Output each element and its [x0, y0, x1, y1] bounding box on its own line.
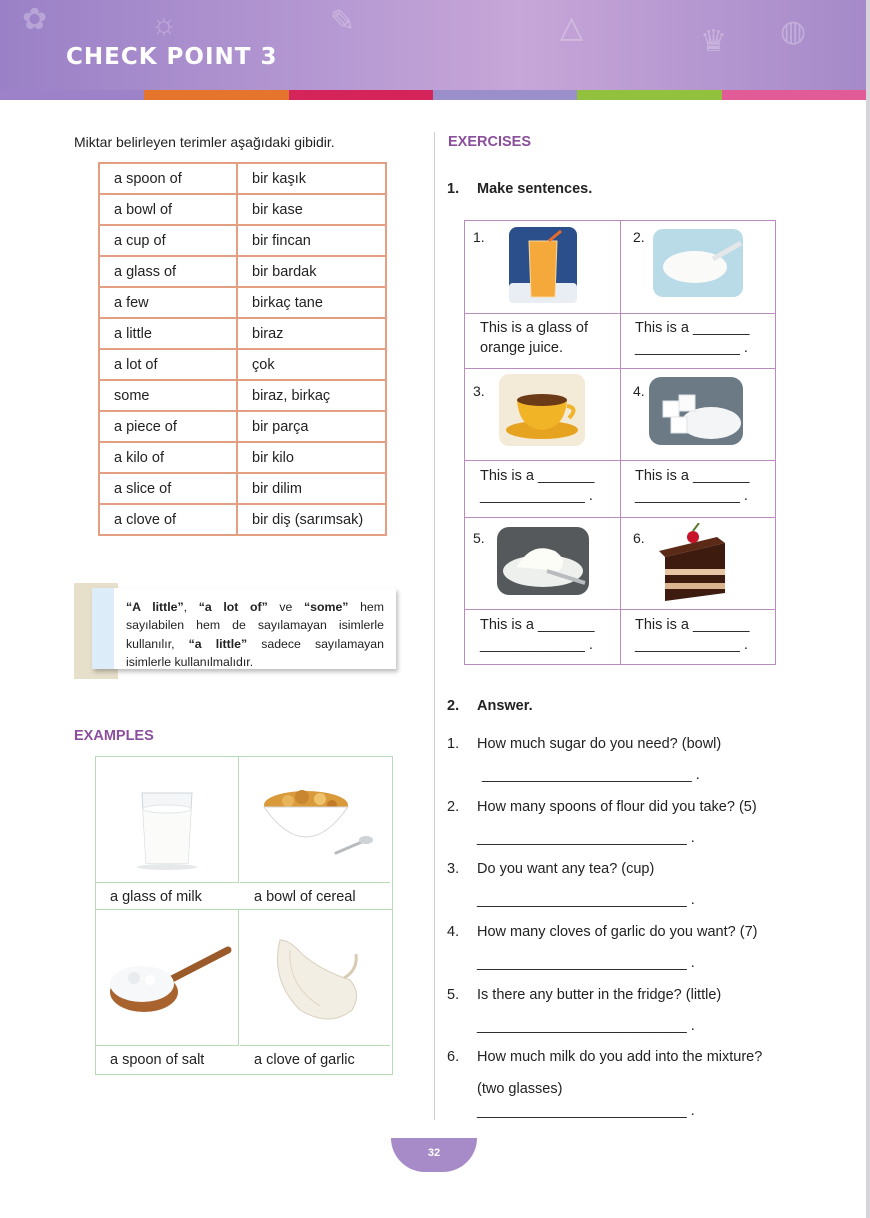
- answer-blank[interactable]: __________________________ .: [482, 767, 700, 783]
- question-number: 5.: [447, 987, 460, 1003]
- cake-slice-image: [655, 523, 737, 603]
- term-english: some: [99, 380, 237, 411]
- sentence-line[interactable]: _____________ .: [635, 340, 748, 356]
- sentence-line: This is a glass of: [480, 320, 588, 336]
- sentence-grid: [464, 220, 776, 665]
- cell-number: 4.: [633, 383, 645, 399]
- term-turkish: birkaç tane: [237, 287, 386, 318]
- sentence-line: orange juice.: [480, 340, 564, 356]
- quantity-terms-table: [98, 162, 387, 536]
- examples-grid: [95, 756, 393, 1075]
- doodle-icon: ♛: [700, 25, 727, 58]
- cell-number: 3.: [473, 383, 485, 399]
- stripe: [577, 90, 721, 100]
- term-row: [99, 225, 386, 256]
- doodle-icon: ☼: [150, 8, 178, 41]
- exercises-heading: EXERCISES: [448, 134, 531, 150]
- sentence-line[interactable]: _____________ .: [635, 637, 748, 653]
- sentence-line[interactable]: This is a _______: [635, 468, 750, 484]
- example-caption: a clove of garlic: [254, 1052, 355, 1068]
- term-turkish: çok: [237, 349, 386, 380]
- tea-cup-image: [499, 374, 585, 446]
- question-text: Is there any butter in the fridge? (little): [477, 987, 722, 1003]
- term-english: a little: [99, 318, 237, 349]
- term-turkish: bir kase: [237, 194, 386, 225]
- term-row: [99, 256, 386, 287]
- sentence-line[interactable]: This is a _______: [635, 320, 750, 336]
- example-cell: [240, 910, 384, 1074]
- question-text: How much sugar do you need? (bowl): [477, 736, 722, 752]
- page-edge: [866, 0, 870, 1218]
- page-title: CHECK POINT 3: [66, 44, 278, 70]
- sentence-line[interactable]: _____________ .: [480, 637, 593, 653]
- term-row: [99, 194, 386, 225]
- term-row: [99, 504, 386, 535]
- question-text: How many spoons of flour did you take? (5): [477, 799, 757, 815]
- term-english: a few: [99, 287, 237, 318]
- term-english: a cup of: [99, 225, 237, 256]
- doodle-icon: ◍: [780, 15, 807, 48]
- cereal-bowl-image: [240, 757, 390, 883]
- question-number: 2.: [447, 799, 460, 815]
- term-turkish: biraz: [237, 318, 386, 349]
- term-english: a glass of: [99, 256, 237, 287]
- question-number: 4.: [447, 924, 460, 940]
- note-card: [92, 588, 396, 669]
- sentence-line[interactable]: _____________ .: [635, 488, 748, 504]
- question-text: Do you want any tea? (cup): [477, 861, 655, 877]
- term-row: [99, 163, 386, 194]
- exercise-title: Answer.: [477, 698, 533, 714]
- term-turkish: biraz, birkaç: [237, 380, 386, 411]
- question-hint: (two glasses): [477, 1081, 563, 1097]
- intro-text: Miktar belirleyen terimler aşağıdaki gibidir.: [74, 134, 335, 150]
- butter-image: [497, 527, 589, 595]
- milk-glass-image: [96, 757, 239, 883]
- garlic-clove-image: [240, 910, 390, 1046]
- answer-blank[interactable]: __________________________ .: [477, 830, 695, 846]
- exercise-number: 1.: [447, 181, 460, 197]
- term-row: [99, 442, 386, 473]
- exercise-number: 2.: [447, 698, 460, 714]
- examples-heading: EXAMPLES: [74, 728, 154, 744]
- term-turkish: bir parça: [237, 411, 386, 442]
- sugar-image: [649, 377, 743, 445]
- salt-spoon-image: [96, 910, 239, 1046]
- example-cell: [96, 757, 240, 909]
- example-caption: a glass of milk: [110, 889, 202, 905]
- question-text: How much milk do you add into the mixture?: [477, 1049, 763, 1065]
- header-banner: [0, 0, 866, 100]
- term-english: a slice of: [99, 473, 237, 504]
- stripe: [722, 90, 866, 100]
- cell-number: 5.: [473, 530, 485, 546]
- example-cell: [96, 910, 240, 1074]
- answer-blank[interactable]: __________________________ .: [477, 1018, 695, 1034]
- term-english: a piece of: [99, 411, 237, 442]
- stripe: [433, 90, 577, 100]
- doodle-icon: ✿: [22, 3, 48, 36]
- question-number: 3.: [447, 861, 460, 877]
- question-number: 1.: [447, 736, 460, 752]
- term-row: [99, 411, 386, 442]
- term-row: [99, 287, 386, 318]
- example-caption: a bowl of cereal: [254, 889, 356, 905]
- term-row: [99, 380, 386, 411]
- term-row: [99, 318, 386, 349]
- term-turkish: bir bardak: [237, 256, 386, 287]
- stripe: [0, 90, 144, 100]
- term-english: a clove of: [99, 504, 237, 535]
- answer-blank[interactable]: __________________________ .: [477, 1103, 695, 1119]
- example-caption: a spoon of salt: [110, 1052, 205, 1068]
- term-english: a bowl of: [99, 194, 237, 225]
- cell-number: 2.: [633, 229, 645, 245]
- exercise-title: Make sentences.: [477, 181, 593, 197]
- example-cell: [240, 757, 384, 909]
- grammar-note: [74, 583, 396, 679]
- sentence-line[interactable]: This is a _______: [480, 468, 595, 484]
- cell-number: 1.: [473, 229, 485, 245]
- flour-image: [653, 229, 743, 297]
- term-turkish: bir kaşık: [237, 163, 386, 194]
- term-row: [99, 349, 386, 380]
- term-english: a spoon of: [99, 163, 237, 194]
- orange-juice-image: [509, 227, 577, 303]
- term-turkish: bir fincan: [237, 225, 386, 256]
- cell-number: 6.: [633, 530, 645, 546]
- sentence-line[interactable]: This is a _______: [480, 617, 595, 633]
- term-turkish: bir dilim: [237, 473, 386, 504]
- column-divider: [434, 132, 435, 1120]
- sentence-line[interactable]: This is a _______: [635, 617, 750, 633]
- note-text: “A little”, “a lot of” ve “some” hem sayılabilen hem de sayılamayan isimlerle kullanılır, “a little” sadece sayılamayan isimlerle kullanılmalıdır.: [126, 600, 384, 670]
- stripe: [289, 90, 433, 100]
- term-row: [99, 473, 386, 504]
- term-english: a lot of: [99, 349, 237, 380]
- question-text: How many cloves of garlic do you want? (7): [477, 924, 758, 940]
- stripe: [144, 90, 288, 100]
- term-english: a kilo of: [99, 442, 237, 473]
- answer-blank[interactable]: __________________________ .: [477, 955, 695, 971]
- doodle-icon: ✎: [330, 5, 356, 38]
- sentence-line[interactable]: _____________ .: [480, 488, 593, 504]
- page-number: 32: [391, 1138, 477, 1172]
- term-turkish: bir diş (sarımsak): [237, 504, 386, 535]
- term-turkish: bir kilo: [237, 442, 386, 473]
- color-stripes: [0, 90, 866, 100]
- doodle-icon: △: [560, 11, 584, 44]
- answer-blank[interactable]: __________________________ .: [477, 892, 695, 908]
- question-number: 6.: [447, 1049, 460, 1065]
